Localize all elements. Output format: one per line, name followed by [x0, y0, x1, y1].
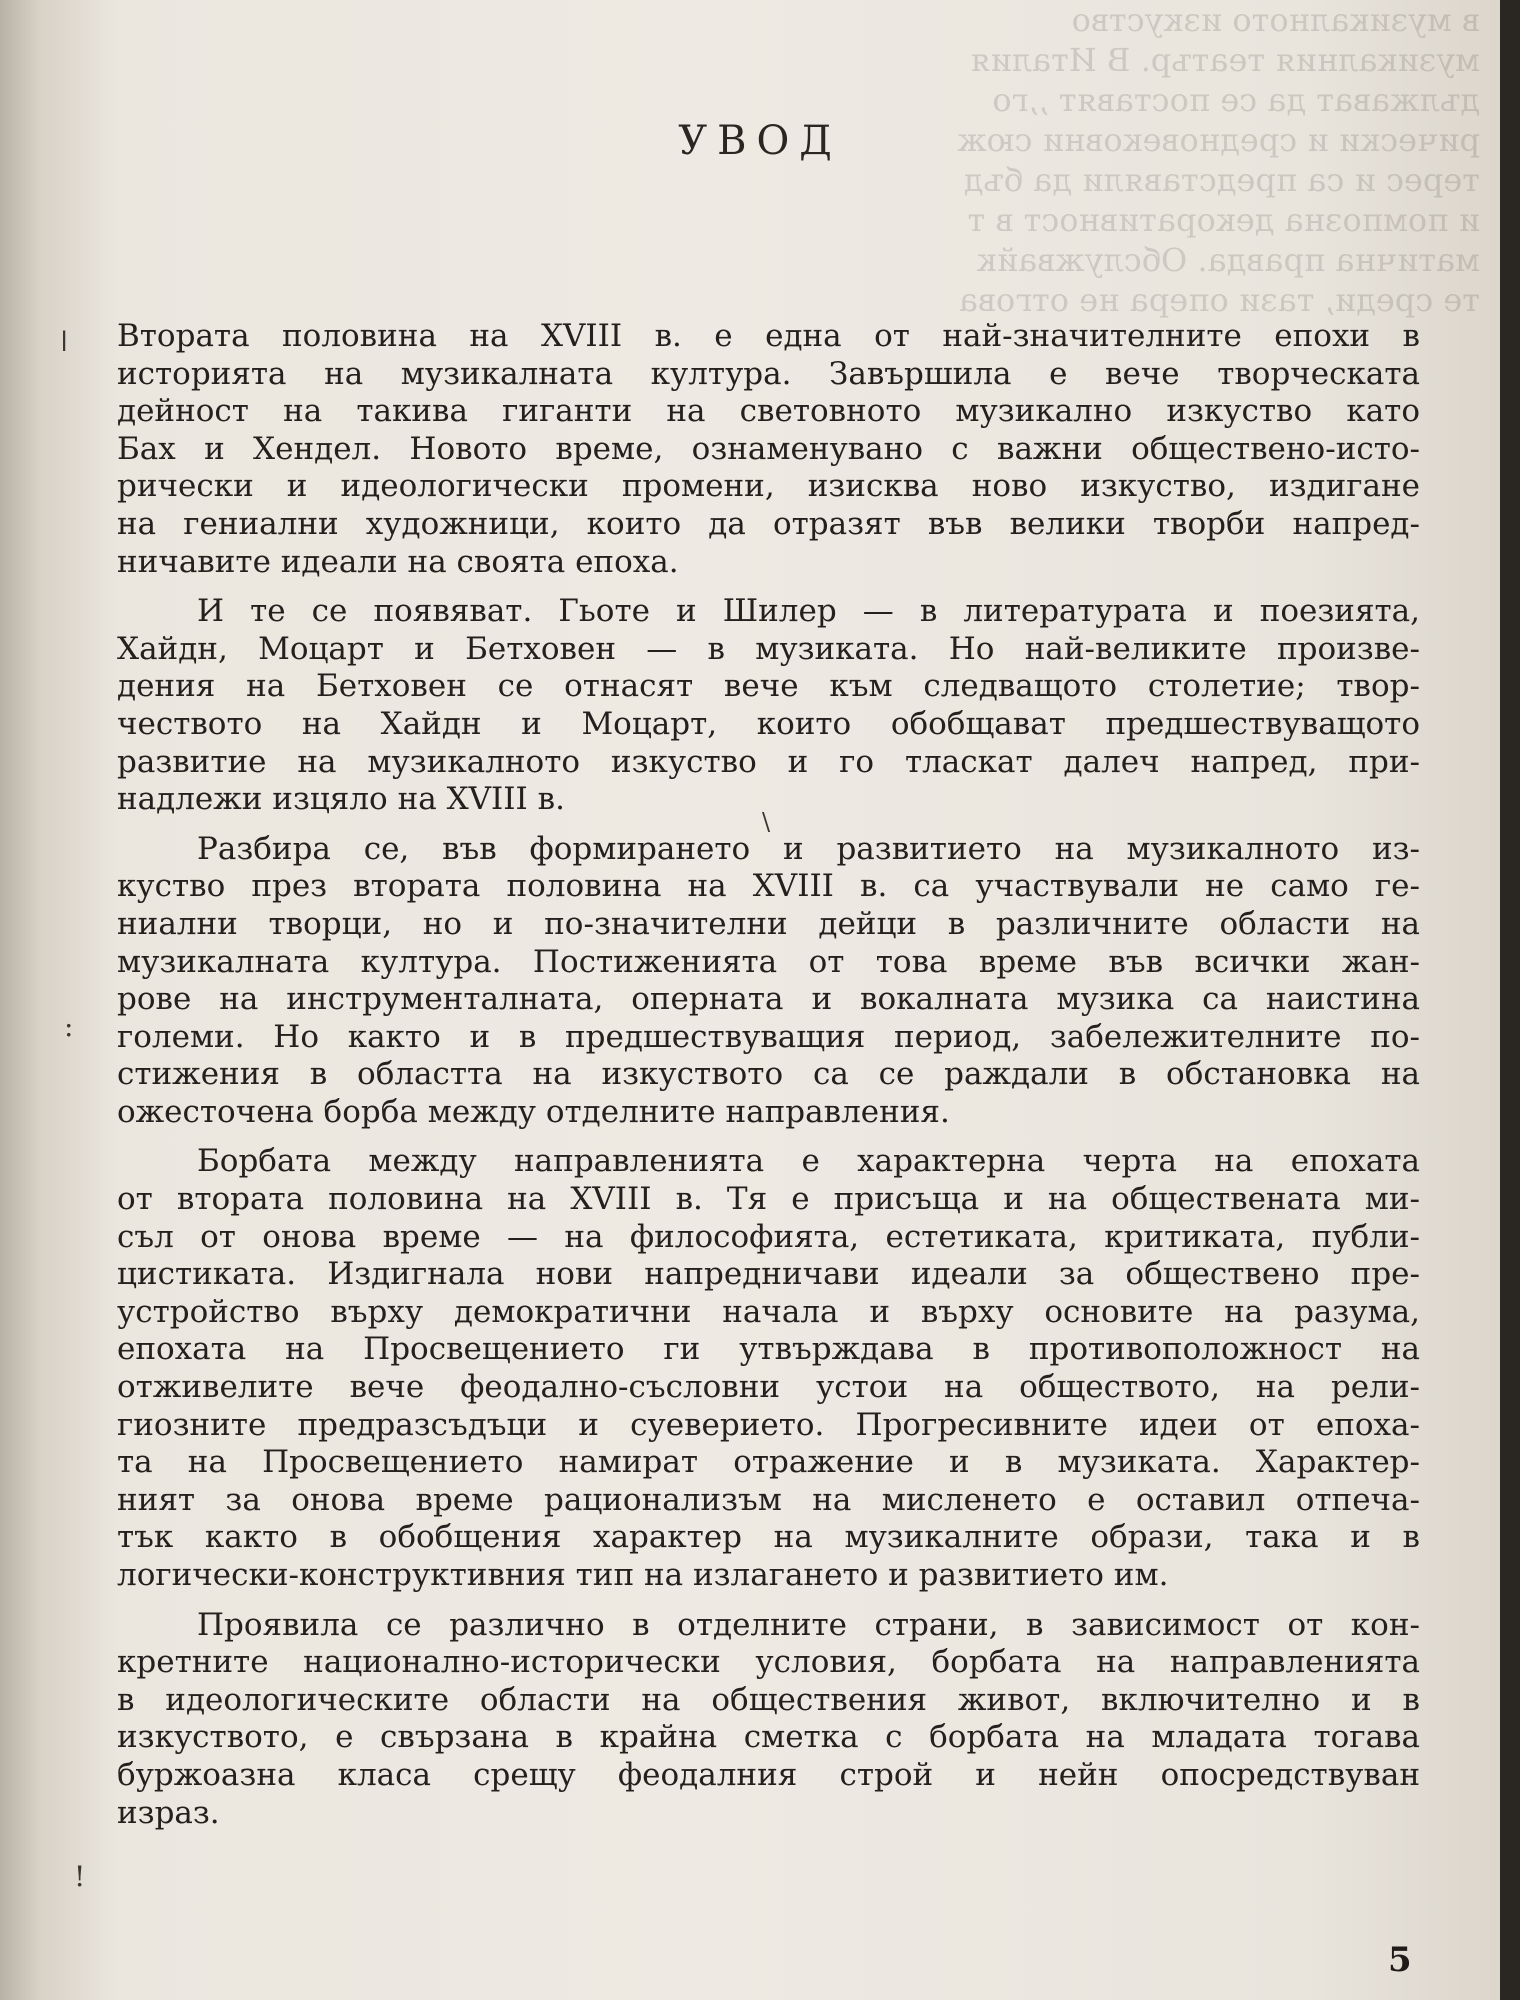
bleed-through-line: терес и са представяли да бъд [963, 161, 1480, 199]
bleed-through-line: дължават да се поставят ,,го [992, 81, 1480, 119]
page-number: 5 [1388, 1940, 1412, 1980]
paragraph [117, 593, 1420, 819]
bleed-through-line: и помпозна декоративност в т [967, 201, 1480, 239]
bleed-through-line: музикалния театър. В Италия [970, 41, 1480, 79]
margin-mark: ! [74, 1860, 86, 1893]
text-line: буржоазна класа срещу феодалния строй и нейн опосредствуван [117, 1756, 1420, 1793]
text-line: музикалната култура. Постиженията от това време във всички жан- [117, 943, 1420, 980]
paragraph [117, 318, 1420, 581]
text-line: Хайдн, Моцарт и Бетховен — в музиката. Но най-великите произве- [117, 630, 1420, 667]
text-line: надлежи изцяло на XVIII в. [117, 781, 565, 818]
text-line: дейност на такива гиганти на световното музикално изкуство като [117, 393, 1420, 430]
bleed-through-line: в музикалното изкуство [1071, 1, 1480, 39]
bleed-through-line: рически и средновековни сюж [957, 121, 1480, 159]
paragraph [117, 831, 1420, 1132]
text-line: цистиката. Издигнала нови напредничави идеали за обществено пре- [117, 1256, 1420, 1293]
bleed-through-line: матична правда. Обслужвайк [976, 241, 1480, 279]
text-line: Бах и Хендел. Новото време, ознаменувано с важни обществено-исто- [117, 430, 1420, 467]
text-line: развитие на музикалното изкуство и го тласкат далеч напред, при- [117, 743, 1420, 780]
text-line: историята на музикалната култура. Завършила е вече творческата [117, 355, 1420, 392]
text-line: тък както в обобщения характер на музикалните образи, така и в [117, 1519, 1420, 1556]
chapter-title: УВОД [678, 118, 842, 164]
text-line: та на Просвещението намират отражение и в музиката. Характер- [117, 1444, 1420, 1481]
text-line: на гениални художници, които да отразят във велики творби напред- [117, 505, 1420, 542]
text-line: ниални творци, но и по-значителни дейци в различните области на [117, 905, 1420, 942]
text-line: куство през втората половина на XVIII в. са участвували не само ге- [117, 868, 1420, 905]
margin-mark: : [64, 1010, 74, 1043]
margin-mark: \ [762, 808, 771, 836]
text-line: големи. Но както и в предшествуващия период, забележителните по- [117, 1018, 1420, 1055]
text-line: рове на инструменталната, оперната и вокалната музика са наистина [117, 981, 1420, 1018]
bleed-through-line: те среди, тази опера не отгова [958, 281, 1480, 319]
text-line: стижения в областта на изкуството са се раждали в обстановка на [117, 1056, 1420, 1093]
margin-mark: ǀ [60, 325, 69, 358]
text-line: Втората половина на XVIII в. е една от най-значителните епохи в [117, 318, 1420, 354]
text-line: ният за онова време рационализъм на мисленето е оставил отпеча- [117, 1481, 1420, 1518]
text-line: устройство върху демократични начала и върху основите на разума, [117, 1293, 1420, 1330]
bleed-through-text [957, 0, 1500, 330]
text-line: израз. [117, 1794, 220, 1831]
paragraph [117, 1143, 1420, 1594]
text-line: епохата на Просвещението ги утвърждава в противоположност на [117, 1331, 1420, 1368]
text-line: дения на Бетховен се отнасят вече към следващото столетие; твор- [117, 668, 1420, 705]
text-line: ожесточена борба между отделните направления. [117, 1093, 950, 1130]
text-line: И те се появяват. Гьоте и Шилер — в литературата и поезията, [197, 593, 1420, 630]
text-line: логически-конструктивния тип на излагането и развитието им. [117, 1557, 1169, 1593]
text-line: ничавите идеали на своята епоха. [117, 543, 679, 580]
text-line: рически и идеологически промени, изисква ново изкуство, издигане [117, 468, 1420, 505]
paragraph [117, 1607, 1420, 1833]
text-line: Проявила се различно в отделните страни, в зависимост от кон- [197, 1606, 1420, 1643]
text-line: съл от онова време — на философията, естетиката, критиката, публи- [117, 1218, 1420, 1255]
text-line: изкуството, е свързана в крайна сметка с борбата на младата тогава [117, 1719, 1420, 1756]
text-line: отживелите вече феодално-съсловни устои на обществото, на рели- [117, 1369, 1420, 1406]
text-line: чеството на Хайдн и Моцарт, които обобщават предшествуващото [117, 705, 1420, 742]
text-line: в идеологическите области на обществения живот, включително и в [117, 1681, 1420, 1718]
body-text [117, 318, 1420, 1832]
text-line: кретните национално-исторически условия, борбата на направленията [117, 1644, 1420, 1681]
text-line: Борбата между направленията е характерна черта на епохата [197, 1143, 1420, 1180]
text-line: от втората половина на XVIII в. Тя е присъща и на обществената ми- [117, 1181, 1420, 1218]
text-line: Разбира се, във формирането и развитието на музикалното из- [197, 830, 1420, 867]
text-line: гиозните предразсъдъци и суеверието. Прогресивните идеи от епоха- [117, 1406, 1420, 1443]
